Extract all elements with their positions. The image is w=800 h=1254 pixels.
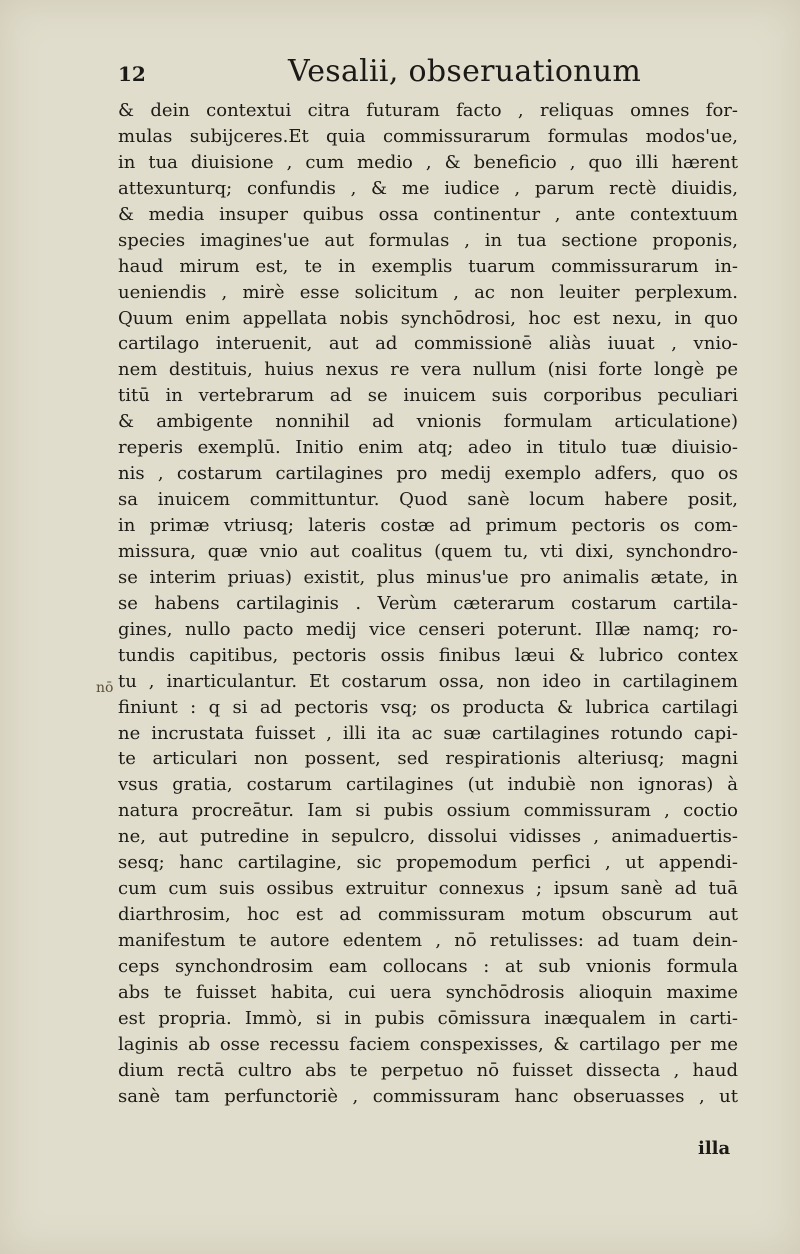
text-line: mulas subijceres.Et quia commissurarum formulas modos'ue, — [118, 125, 738, 147]
text-line: natura procreātur. Iam si pubis ossium commissuram , coctio — [118, 800, 738, 822]
text-line: finiunt : q si ad pectoris vsq; os producta & lubrica cartilagi — [118, 696, 738, 718]
text-line: Quum enim appellata nobis synchōdrosi, hoc est nexu, in quo — [118, 307, 738, 329]
text-line: tu , inarticulantur. Et costarum ossa, non ideo in cartilaginem — [118, 670, 738, 692]
text-line: sesq; hanc cartilagine, sic propemodum perfici , ut appendi- — [118, 852, 738, 874]
catchword: illa — [698, 1138, 731, 1159]
text-line: ne, aut putredine in sepulcro, dissolui vidisses , animaduertis- — [118, 826, 738, 848]
text-line: gines, nullo pacto medij vice censeri poterunt. Illæ namq; ro- — [118, 618, 738, 640]
text-line: dium rectā cultro abs te perpetuo nō fuisset dissecta , haud — [118, 1059, 738, 1081]
running-head: Vesalii, obseruationum — [288, 54, 642, 89]
text-line: te articulari non possent, sed respirationis alteriusq; magni — [118, 748, 738, 770]
text-line: attexunturq; confundis , & me iudice , parum rectè diuidis, — [118, 177, 738, 199]
text-line: haud mirum est, te in exemplis tuarum commissurarum in- — [118, 255, 738, 277]
text-line: nis , costarum cartilagines pro medij exemplo adfers, quo os — [118, 463, 738, 485]
text-line: reperis exemplū. Initio enim atq; adeo in titulo tuæ diuisio- — [118, 437, 738, 459]
text-line: manifestum te autore edentem , nō retulisses: ad tuam dein- — [118, 930, 738, 951]
text-line: est propria. Immò, si in pubis cōmissura inæqualem in carti- — [118, 1007, 738, 1029]
text-line: abs te fuisset habita, cui uera synchōdrosis alioquin maxime — [118, 981, 738, 1003]
text-line: & media insuper quibus ossa continentur , ante contextuum — [118, 203, 738, 225]
text-line: titū in vertebrarum ad se inuicem suis corporibus peculiari — [118, 385, 738, 407]
text-line: in primæ vtriusq; lateris costæ ad primum pectoris os com- — [118, 515, 738, 536]
text-line: ceps synchondrosim eam collocans : at sub vnionis formula — [118, 955, 738, 977]
text-line: diarthrosim, hoc est ad commissuram motum obscurum aut — [118, 904, 738, 926]
text-line: vsus gratia, costarum cartilagines (ut indubiè non ignoras) à — [118, 774, 738, 796]
body-text — [118, 98, 738, 1110]
text-line: & ambigente nonnihil ad vnionis formulam articulatione) — [118, 411, 738, 433]
text-line: se habens cartilaginis . Verùm cæterarum costarum cartila- — [118, 592, 738, 614]
text-line: se interim priuas) existit, plus minus'ue pro animalis ætate, in — [118, 566, 738, 588]
text-line: ueniendis , mirè esse solicitum , ac non leuiter perplexum. — [118, 281, 738, 303]
text-line: ne incrustata fuisset , illi ita ac suæ cartilagines rotundo capi- — [118, 722, 738, 744]
text-line: cartilago interuenit, aut ad commissionē aliàs iuuat , vnio- — [118, 333, 738, 355]
text-line: sanè tam perfunctoriè , commissuram hanc obseruasses , ut — [118, 1085, 738, 1107]
text-line: laginis ab osse recessu faciem conspexisses, & cartilago per me — [118, 1033, 738, 1055]
margin-note: nō — [96, 680, 114, 696]
page-number: 12 — [118, 62, 146, 86]
text-line: & dein contextui citra futuram facto , reliquas omnes for- — [118, 100, 738, 121]
text-line: missura, quæ vnio aut coalitus (quem tu, vti dixi, synchondro- — [118, 540, 738, 562]
text-line: species imagines'ue aut formulas , in tua sectione proponis, — [118, 229, 738, 251]
text-line: in tua diuisione , cum medio , & beneficio , quo illi hærent — [118, 151, 738, 173]
text-line: tundis capitibus, pectoris ossis finibus læui & lubrico contex — [118, 644, 738, 666]
text-line: cum cum suis ossibus extruitur connexus ; ipsum sanè ad tuā — [118, 878, 738, 900]
text-line: nem destituis, huius nexus re vera nullum (nisi forte longè pe — [118, 359, 738, 381]
page-header — [118, 50, 740, 94]
text-line: sa inuicem committuntur. Quod sanè locum habere posit, — [118, 489, 738, 511]
